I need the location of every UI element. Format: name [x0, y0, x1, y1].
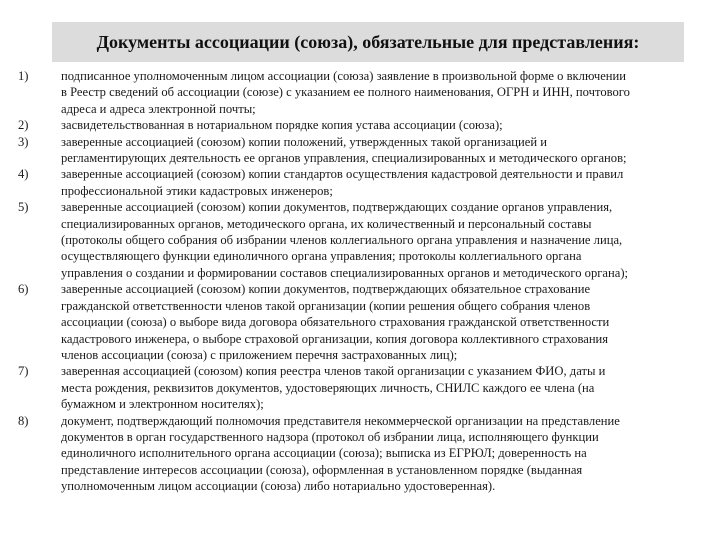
document-item-line: подписанное уполномоченным лицом ассоциации (союза) заявление в произвольной форме о включении: [61, 69, 627, 83]
document-item-line: заверенные ассоциацией (союзом) копии документов, подтверждающих обязательное страхование: [61, 282, 591, 297]
document-item-line: адреса и адреса электронной почты;: [61, 101, 256, 116]
document-item-line: уполномоченным лицом ассоциации (союза) либо нотариально удостоверенная).: [61, 479, 496, 494]
document-item-text: [61, 363, 704, 412]
document-item-line: заверенные ассоциацией (союзом) копии положений, утвержденных такой организацией и: [61, 134, 548, 149]
document-item-text: [61, 166, 704, 199]
document-item-line: бумажном и электронном носителях);: [61, 397, 264, 412]
document-item-number: 1): [18, 69, 29, 83]
document-item-line: представление интересов ассоциации (союза), оформленная в установленном порядке (выданная: [61, 462, 583, 477]
document-item-line: профессиональной этики кадастровых инженеров;: [61, 183, 333, 198]
document-item-text: [61, 413, 704, 495]
document-item-text: [61, 199, 704, 281]
document-item-line: единоличного исполнительного органа ассоциации (союза); выписка из ЕГРЮЛ; доверенность на: [61, 446, 587, 461]
document-item-line: заверенные ассоциацией (союзом) копии стандартов осуществления кадастровой деятельности и правил: [61, 167, 624, 182]
document-item-text: [61, 281, 704, 363]
document-item-line: управления о создании и формировании составов специализированных органов и методического органа);: [61, 265, 629, 280]
document-item-line: членов ассоциации (союза) с приложением перечня застрахованных лиц);: [61, 347, 458, 362]
document-item-line: документов в орган государственного надзора (протокол об избрании лица, исполняющего функции: [61, 429, 599, 444]
title-bar: [52, 22, 684, 62]
document-item-number: 5): [18, 200, 29, 215]
document-item-4: [18, 166, 704, 199]
page-title: Документы ассоциации (союза), обязательные для представления:: [96, 31, 640, 52]
document-item-line: регламентирующих деятельность ее органов управления, специализированных и методического органов;: [61, 151, 627, 166]
document-item-number: 2): [18, 118, 29, 133]
document-item-line: заверенная ассоциацией (союзом) копия реестра членов такой организации с указанием ФИО, даты и: [61, 364, 606, 379]
document-item-line: засвидетельствованная в нотариальном порядке копия устава ассоциации (союза);: [61, 118, 503, 133]
document-item-7: [18, 363, 704, 412]
document-item-number: 6): [18, 282, 29, 297]
document-item-line: ассоциации (союза) о выборе вида договора обязательного страхования гражданской ответственности: [61, 315, 610, 330]
document-item-line: места рождения, реквизитов документов, удостоверяющих личность, СНИЛС каждого ее члена (на: [61, 380, 595, 395]
document-item-number: 8): [18, 413, 29, 428]
document-item-number: 7): [18, 364, 29, 379]
document-item-line: в Реестр сведений об ассоциации (союзе) с указанием ее полного наименования, ОГРН и ИНН, почтового: [61, 85, 630, 100]
document-item-number: 4): [18, 167, 29, 182]
document-item-line: документ, подтверждающий полномочия представителя некоммерческой организации на представление: [61, 413, 620, 428]
document-item-line: осуществляющего функции единоличного органа управления; протоколы коллегиального органа: [61, 249, 582, 264]
document-item-number: 3): [18, 134, 29, 149]
document-item-5: [18, 199, 704, 281]
document-item-line: специализированных органов, методического органа, их количественный и персональный составы: [61, 216, 592, 231]
document-item-line: (протоколы общего собрания об избрании членов коллегиального органа управления и назначение лица,: [61, 233, 623, 248]
document-item-line: гражданской ответственности членов такой организации (копии решения общего собрания членов: [61, 298, 591, 313]
document-item-1: [18, 68, 704, 117]
document-item-text: [61, 117, 704, 133]
document-item-8: [18, 413, 704, 495]
document-item-2: [18, 117, 704, 133]
document-item-3: [18, 134, 704, 167]
document-item-line: заверенные ассоциацией (союзом) копии документов, подтверждающих создание органов управления,: [61, 200, 613, 215]
document-list: [18, 68, 704, 495]
document-item-text: [61, 68, 704, 117]
document-item-text: [61, 134, 704, 167]
document-item-line: кадастрового инженера, о выборе страховой организации, копия договора коллективного страхования: [61, 331, 609, 346]
document-item-6: [18, 281, 704, 363]
